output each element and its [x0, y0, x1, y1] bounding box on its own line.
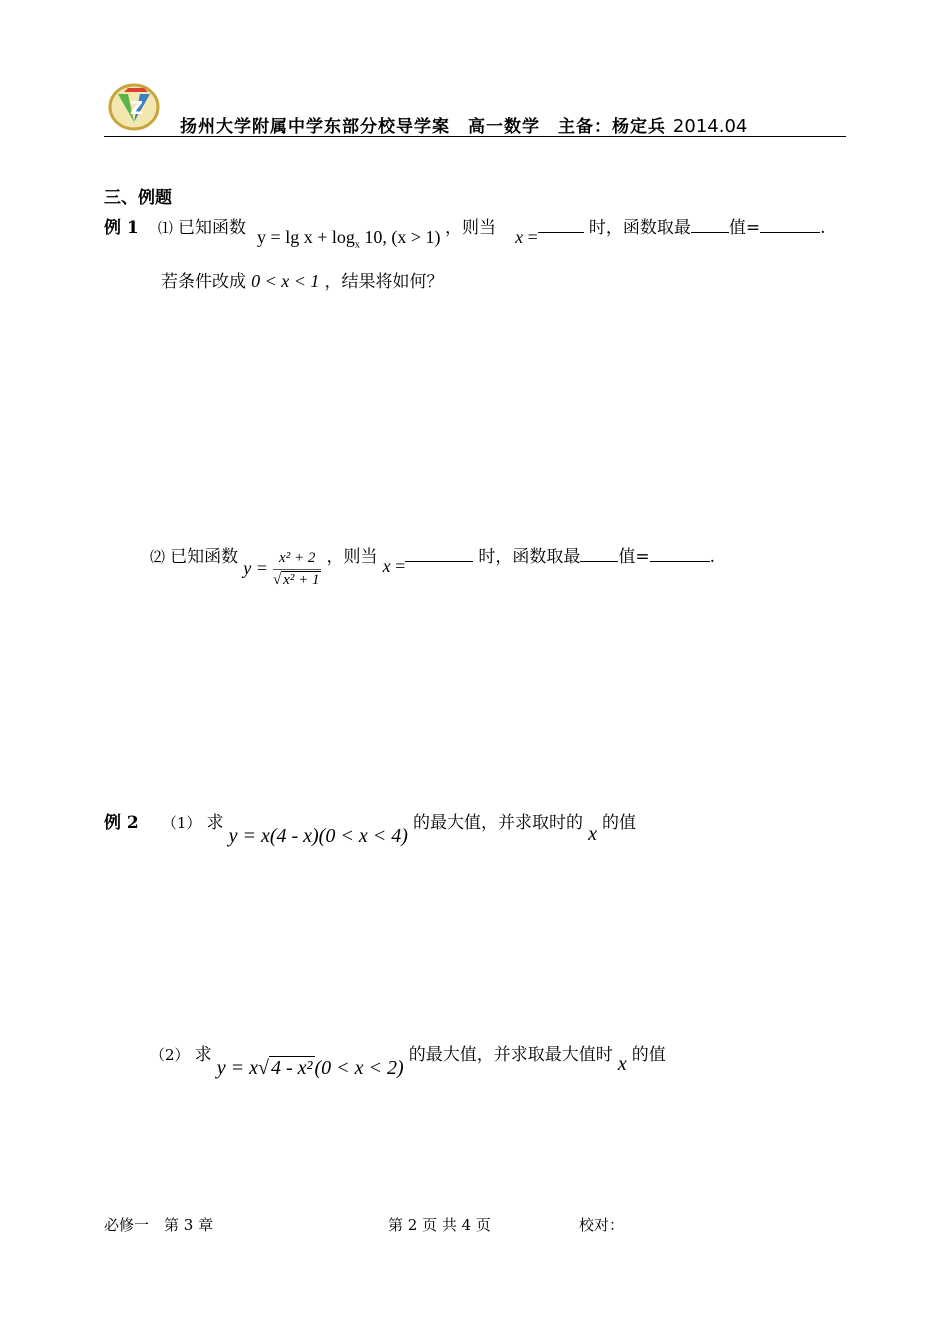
- ex1p2-eq: =: [395, 556, 406, 576]
- ex2-part2-tail: 的值: [631, 1045, 666, 1065]
- ex1-part1-formula: [257, 227, 445, 251]
- school-logo: [104, 80, 170, 132]
- example-1-label: 例 1: [104, 218, 139, 238]
- ex1-part1-number: ⑴: [157, 219, 173, 237]
- ex2-part2-number: （2）: [150, 1046, 190, 1064]
- ex1-blank-extreme[interactable]: [691, 218, 729, 233]
- ex1-blank-x[interactable]: [538, 218, 584, 233]
- ex1-part2-text-2: 值=: [618, 547, 650, 567]
- ex2-formula-a: y = x: [216, 1057, 258, 1079]
- ex1-followup-math: 0 < x < 1: [251, 271, 320, 291]
- ex1p2-var-x: x: [382, 556, 391, 576]
- ex2-part1-formula: y = x(4 - x)(0 < x < 4): [228, 825, 408, 847]
- example-2-label: 例 2: [104, 813, 139, 833]
- ex1p2-blank-extreme[interactable]: [580, 547, 618, 562]
- ex1-blank-value[interactable]: [760, 218, 820, 233]
- ex1-followup-suffix: ，结果将如何？: [324, 272, 444, 292]
- fraction-numerator: x² + 2: [273, 550, 322, 570]
- ex1-part2-lhs: y =: [243, 558, 268, 578]
- ex1-part1-text-1: 时，函数取最: [588, 218, 691, 238]
- ex1-part2-prefix: 已知函数: [170, 547, 239, 567]
- example-2-line-1: [104, 808, 637, 847]
- ex2-part1-tail: 的值: [602, 813, 637, 833]
- example-1-line-2: [150, 538, 716, 588]
- ex1-part1-var: [515, 227, 538, 247]
- header-divider: [104, 136, 846, 137]
- ex1p2-blank-value[interactable]: [650, 547, 710, 562]
- footer-page-number: 第 2 页 共 4 页: [388, 1216, 491, 1234]
- fraction-denominator: [273, 570, 322, 589]
- ex2-part1-var: x: [588, 823, 597, 845]
- ex2-formula-b: (0 < x < 2): [314, 1057, 404, 1079]
- svg-text:Z: Z: [130, 98, 144, 119]
- ex1-part2-text-1: 时，函数取最: [478, 547, 581, 567]
- ex2-part2-var: x: [617, 1053, 627, 1075]
- sqrt-radicand: x² + 1: [283, 572, 320, 588]
- ex2-part1-number: （1）: [161, 814, 202, 832]
- ex1-formula-subscript: x: [354, 239, 360, 251]
- ex1p2-blank-x[interactable]: [405, 547, 473, 562]
- ex1-part2-var: [383, 556, 406, 576]
- footer-proofread: 校对：: [579, 1216, 625, 1234]
- ex1-eq: =: [527, 227, 538, 247]
- ex1-formula-main: y = lg x + log: [257, 227, 355, 247]
- ex1-part1-mid: ，则当: [445, 218, 496, 238]
- ex1-part1-end: .: [820, 218, 826, 238]
- ex1-part1-prefix: 已知函数: [177, 218, 246, 238]
- ex1-part2-mid: ，则当: [326, 547, 378, 567]
- section-heading: 三、例题: [104, 188, 172, 208]
- footer-left: 必修一 第 3 章: [104, 1216, 214, 1234]
- ex2-sqrt-radicand: 4 - x²: [270, 1057, 313, 1079]
- example-1-line-1: [104, 213, 826, 251]
- sqrt-symbol: √: [272, 572, 282, 588]
- ex2-part2-suffix: 的最大值，并求取最大值时: [408, 1045, 613, 1065]
- ex1-part2-fraction: [273, 550, 322, 589]
- header-date: 2014.04: [672, 116, 748, 137]
- ex2-sqrt-symbol: √: [257, 1057, 269, 1079]
- example-2-line-2: [150, 1040, 666, 1079]
- header-school-title: 扬州大学附属中学东部分校导学案 高一数学 主备：杨定兵: [180, 117, 666, 137]
- ex1-followup-line: [161, 267, 443, 292]
- ex2-part2-formula: [217, 1057, 409, 1079]
- ex1-part2-end: .: [709, 547, 716, 567]
- header-title: [180, 112, 747, 137]
- ex1-formula-rest: 10, (x > 1): [364, 227, 441, 247]
- ex1-followup-prefix: 若条件改成: [161, 272, 246, 292]
- ex2-part2-prefix: 求: [194, 1045, 212, 1065]
- ex1-part2-number: ⑵: [150, 548, 166, 566]
- ex1-var-x: x: [515, 227, 524, 247]
- ex2-part1-suffix: 的最大值，并求取时的: [412, 813, 583, 833]
- ex2-part1-prefix: 求: [206, 813, 224, 833]
- ex1-part1-text-2: 值=: [728, 218, 761, 238]
